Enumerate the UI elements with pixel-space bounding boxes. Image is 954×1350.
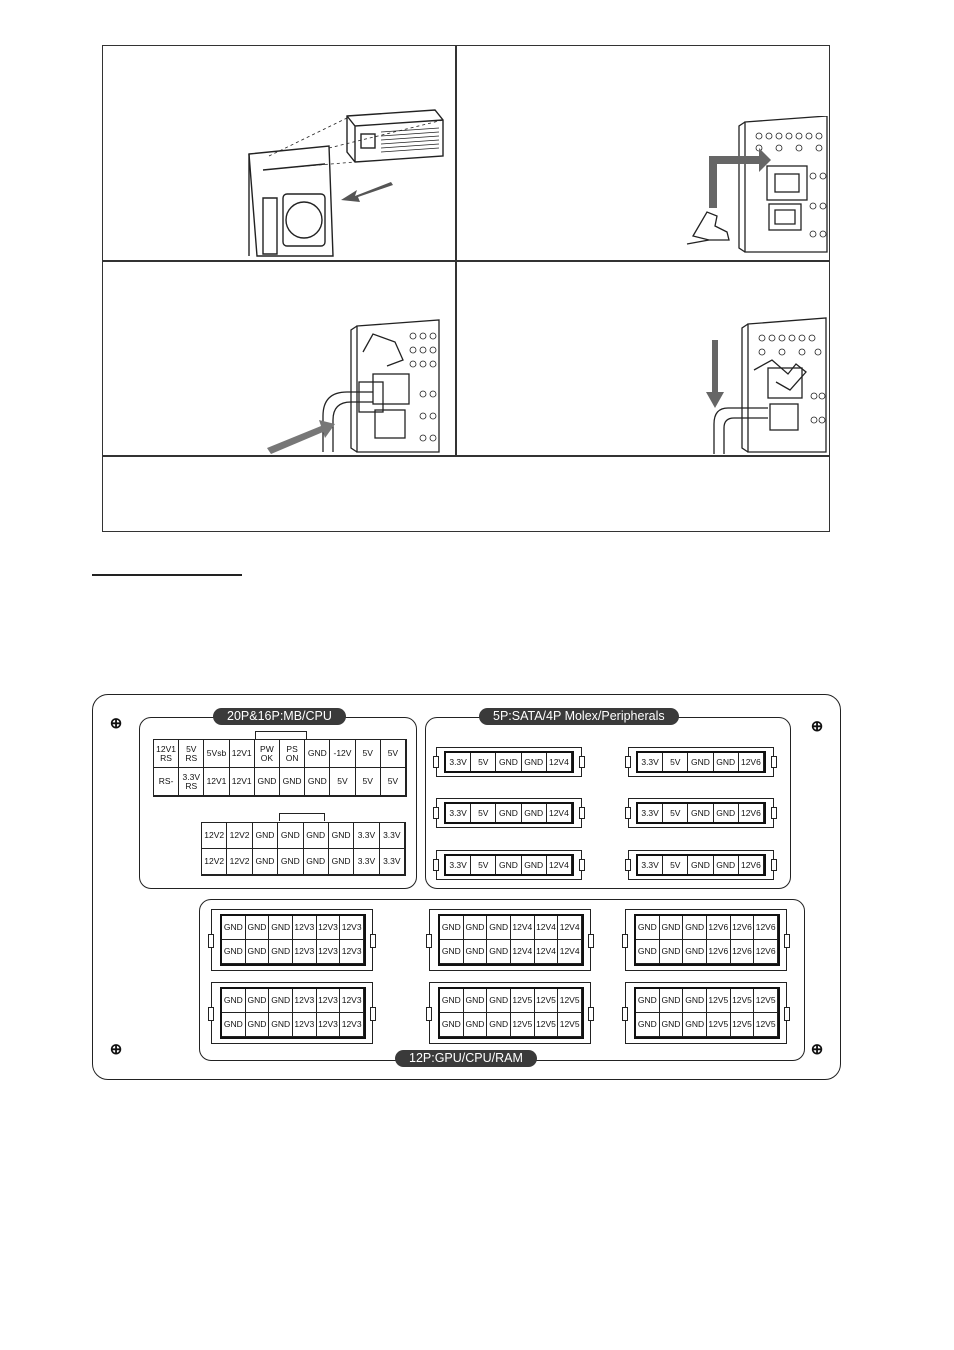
pin-label: 12V1 — [230, 768, 255, 796]
pin-label: 12V6 — [731, 916, 755, 940]
connector-tab — [588, 1007, 594, 1021]
pin-label: GND — [714, 856, 739, 874]
pin-label: GND — [304, 849, 329, 875]
cpu-latch — [279, 813, 325, 821]
pin-label: GND — [522, 804, 547, 822]
connector-tab — [588, 934, 594, 948]
pin-label: 12V6 — [754, 916, 778, 940]
atx-20pin-connector — [153, 739, 407, 797]
atx-latch — [255, 731, 307, 739]
pin-label: GND — [269, 1013, 293, 1037]
section-heading-underline — [92, 574, 242, 576]
table-divider-vertical — [455, 46, 457, 455]
pin-label: 12V3 — [293, 916, 317, 940]
pin-label: GND — [305, 740, 330, 768]
pin-label: GND — [222, 940, 246, 964]
sata-connector — [436, 798, 582, 828]
screw-icon: ⊕ — [810, 1041, 824, 1058]
pin-label: 5V — [663, 753, 688, 771]
pin-label: GND — [522, 753, 547, 771]
pin-label: 12V2 — [227, 823, 252, 849]
pin-label: GND — [496, 856, 521, 874]
connector-tab — [208, 934, 214, 948]
pin-label: 12V1 — [204, 768, 229, 796]
pin-label: 12V4 — [558, 916, 582, 940]
pin-label: 12V5 — [511, 989, 535, 1013]
connector-tab — [625, 807, 631, 819]
pin-label: GND — [487, 916, 511, 940]
pin-label: GND — [464, 989, 488, 1013]
pin-label: GND — [222, 1013, 246, 1037]
gpu-12pin-connector — [211, 909, 373, 971]
pin-label: 3.3V — [446, 804, 471, 822]
connector-tab — [579, 859, 585, 871]
pin-label: GND — [660, 989, 684, 1013]
pin-label: GND — [683, 989, 707, 1013]
pin-label: 12V3 — [317, 916, 341, 940]
atx-group-label: 20P&16P:MB/CPU — [213, 708, 346, 725]
pin-label: 12V6 — [739, 753, 764, 771]
pin-label: 12V6 — [731, 940, 755, 964]
connector-tab — [784, 1007, 790, 1021]
gpu-12pin-connector — [429, 982, 591, 1044]
pin-label: GND — [440, 916, 464, 940]
pin-label: GND — [487, 940, 511, 964]
pin-label: 12V4 — [511, 940, 535, 964]
gpu-group-label: 12P:GPU/CPU/RAM — [395, 1050, 537, 1067]
connector-tab — [426, 934, 432, 948]
pin-label: 12V6 — [754, 940, 778, 964]
sata-connector — [436, 747, 582, 777]
pin-label: GND — [464, 916, 488, 940]
pin-label: 12V5 — [707, 989, 731, 1013]
pin-label: 3.3V — [638, 753, 663, 771]
pin-label: -12V — [330, 740, 355, 768]
pin-label: 5V — [356, 768, 381, 796]
connector-tab — [625, 859, 631, 871]
pin-label: 5V — [663, 804, 688, 822]
pin-label: 12V4 — [535, 940, 559, 964]
table-divider-horizontal-2 — [103, 455, 829, 457]
pin-label: GND — [636, 1013, 660, 1037]
step1-psu-insert-illustration — [243, 106, 453, 258]
pin-label: 12V2 — [202, 823, 227, 849]
screw-icon: ⊕ — [109, 1041, 123, 1058]
connector-tab — [426, 1007, 432, 1021]
pin-label: 12V3 — [317, 940, 341, 964]
pin-label: GND — [246, 989, 270, 1013]
pin-label: GND — [246, 916, 270, 940]
pin-label: 5V — [663, 856, 688, 874]
pin-label: PW OK — [255, 740, 280, 768]
pin-label: GND — [440, 940, 464, 964]
connector-tab — [771, 807, 777, 819]
pin-label: 12V5 — [731, 1013, 755, 1037]
pin-label: 12V6 — [739, 856, 764, 874]
connector-tab — [771, 859, 777, 871]
connector-tab — [622, 1007, 628, 1021]
pin-label: 12V3 — [293, 1013, 317, 1037]
pin-label: 12V6 — [707, 940, 731, 964]
pin-label: GND — [440, 989, 464, 1013]
connector-tab — [433, 859, 439, 871]
pin-label: GND — [714, 753, 739, 771]
pin-label: 3.3V RS — [179, 768, 204, 796]
pin-label: 12V1 — [230, 740, 255, 768]
pin-label: 12V5 — [535, 989, 559, 1013]
table-divider-horizontal-1 — [103, 260, 829, 262]
connector-tab — [433, 756, 439, 768]
cpu-16pin-connector — [201, 822, 406, 876]
pin-label: GND — [253, 849, 278, 875]
pin-label: 12V5 — [754, 989, 778, 1013]
pin-label: GND — [714, 804, 739, 822]
pin-label: GND — [688, 856, 713, 874]
screw-icon: ⊕ — [109, 715, 123, 732]
pin-label: GND — [246, 1013, 270, 1037]
pin-label: GND — [688, 804, 713, 822]
pin-label: 12V6 — [707, 916, 731, 940]
pin-label: 5V — [330, 768, 355, 796]
pin-label: 12V5 — [558, 989, 582, 1013]
pin-label: 12V4 — [547, 753, 572, 771]
pin-label: GND — [440, 1013, 464, 1037]
pin-label: GND — [636, 916, 660, 940]
gpu-12pin-connector — [211, 982, 373, 1044]
pin-label: 12V4 — [547, 856, 572, 874]
pin-label: 5V — [471, 856, 496, 874]
sata-connector — [628, 850, 774, 880]
pin-label: 12V4 — [558, 940, 582, 964]
sata-connector — [628, 798, 774, 828]
pin-label: 12V4 — [547, 804, 572, 822]
pin-label: GND — [280, 768, 305, 796]
pin-label: 3.3V — [380, 823, 405, 849]
pin-label: GND — [464, 940, 488, 964]
pin-label: 12V5 — [511, 1013, 535, 1037]
pin-label: GND — [522, 856, 547, 874]
pin-label: GND — [683, 940, 707, 964]
pin-label: 12V5 — [707, 1013, 731, 1037]
pin-label: RS- — [154, 768, 179, 796]
pin-label: 12V6 — [739, 804, 764, 822]
connector-tab — [579, 756, 585, 768]
pin-label: 12V3 — [293, 940, 317, 964]
modular-connector-panel — [92, 694, 841, 1080]
step3-cord-plug-illustration — [263, 316, 443, 454]
connector-tab — [784, 934, 790, 948]
sata-group-label: 5P:SATA/4P Molex/Peripherals — [479, 708, 679, 725]
pin-label: GND — [487, 1013, 511, 1037]
pin-label: 12V3 — [340, 916, 364, 940]
pin-label: GND — [660, 1013, 684, 1037]
connector-tab — [625, 756, 631, 768]
sata-connector — [436, 850, 582, 880]
pin-label: GND — [683, 1013, 707, 1037]
pin-label: GND — [329, 823, 354, 849]
pin-label: GND — [487, 989, 511, 1013]
gpu-12pin-connector — [625, 909, 787, 971]
pin-label: 12V5 — [535, 1013, 559, 1037]
pin-label: GND — [660, 940, 684, 964]
pin-label: GND — [253, 823, 278, 849]
pin-label: GND — [636, 989, 660, 1013]
pin-label: 12V3 — [317, 1013, 341, 1037]
pin-label: 3.3V — [354, 823, 379, 849]
pin-label: 5V — [471, 753, 496, 771]
pin-label: 12V3 — [317, 989, 341, 1013]
pin-label: 12V3 — [293, 989, 317, 1013]
pin-label: GND — [305, 768, 330, 796]
connector-tab — [622, 934, 628, 948]
pin-label: PS ON — [280, 740, 305, 768]
pin-label: 12V5 — [731, 989, 755, 1013]
pin-label: 12V4 — [511, 916, 535, 940]
pin-label: 12V3 — [340, 1013, 364, 1037]
connector-tab — [771, 756, 777, 768]
pin-label: 12V5 — [558, 1013, 582, 1037]
connector-tab — [370, 934, 376, 948]
pin-label: 5V — [356, 740, 381, 768]
pin-label: 5V — [381, 740, 406, 768]
pin-label: GND — [246, 940, 270, 964]
connector-tab — [208, 1007, 214, 1021]
sata-connector — [628, 747, 774, 777]
pin-label: GND — [278, 823, 303, 849]
pin-label: 3.3V — [380, 849, 405, 875]
pin-label: GND — [464, 1013, 488, 1037]
pin-label: GND — [278, 849, 303, 875]
pin-label: 12V3 — [340, 940, 364, 964]
installation-steps-table — [102, 45, 830, 532]
pin-label: GND — [496, 753, 521, 771]
pin-label: 12V3 — [340, 989, 364, 1013]
pin-label: 5V — [471, 804, 496, 822]
pin-label: 5Vsb — [204, 740, 229, 768]
pin-label: GND — [636, 940, 660, 964]
gpu-12pin-connector — [429, 909, 591, 971]
connector-tab — [370, 1007, 376, 1021]
pin-label: GND — [683, 916, 707, 940]
pin-label: 12V5 — [754, 1013, 778, 1037]
pin-label: GND — [255, 768, 280, 796]
pin-label: GND — [329, 849, 354, 875]
pin-label: 3.3V — [446, 856, 471, 874]
connector-tab — [433, 807, 439, 819]
pin-label: 12V1 RS — [154, 740, 179, 768]
pin-label: 3.3V — [638, 856, 663, 874]
pin-label: GND — [222, 916, 246, 940]
pin-label: 12V2 — [202, 849, 227, 875]
pin-label: GND — [304, 823, 329, 849]
pin-label: GND — [660, 916, 684, 940]
pin-label: GND — [222, 989, 246, 1013]
pin-label: 5V RS — [179, 740, 204, 768]
pin-label: GND — [269, 916, 293, 940]
pin-label: 12V4 — [535, 916, 559, 940]
pin-label: 3.3V — [354, 849, 379, 875]
pin-label: 5V — [381, 768, 406, 796]
screw-icon: ⊕ — [810, 718, 824, 735]
pin-label: 3.3V — [446, 753, 471, 771]
pin-label: GND — [688, 753, 713, 771]
step2-switch-illustration — [683, 116, 831, 258]
connector-tab — [579, 807, 585, 819]
pin-label: GND — [269, 940, 293, 964]
step4-cord-clip-illustration — [698, 316, 828, 454]
pin-label: GND — [269, 989, 293, 1013]
pin-label: 12V2 — [227, 849, 252, 875]
pin-label: 3.3V — [638, 804, 663, 822]
pin-label: GND — [496, 804, 521, 822]
gpu-12pin-connector — [625, 982, 787, 1044]
